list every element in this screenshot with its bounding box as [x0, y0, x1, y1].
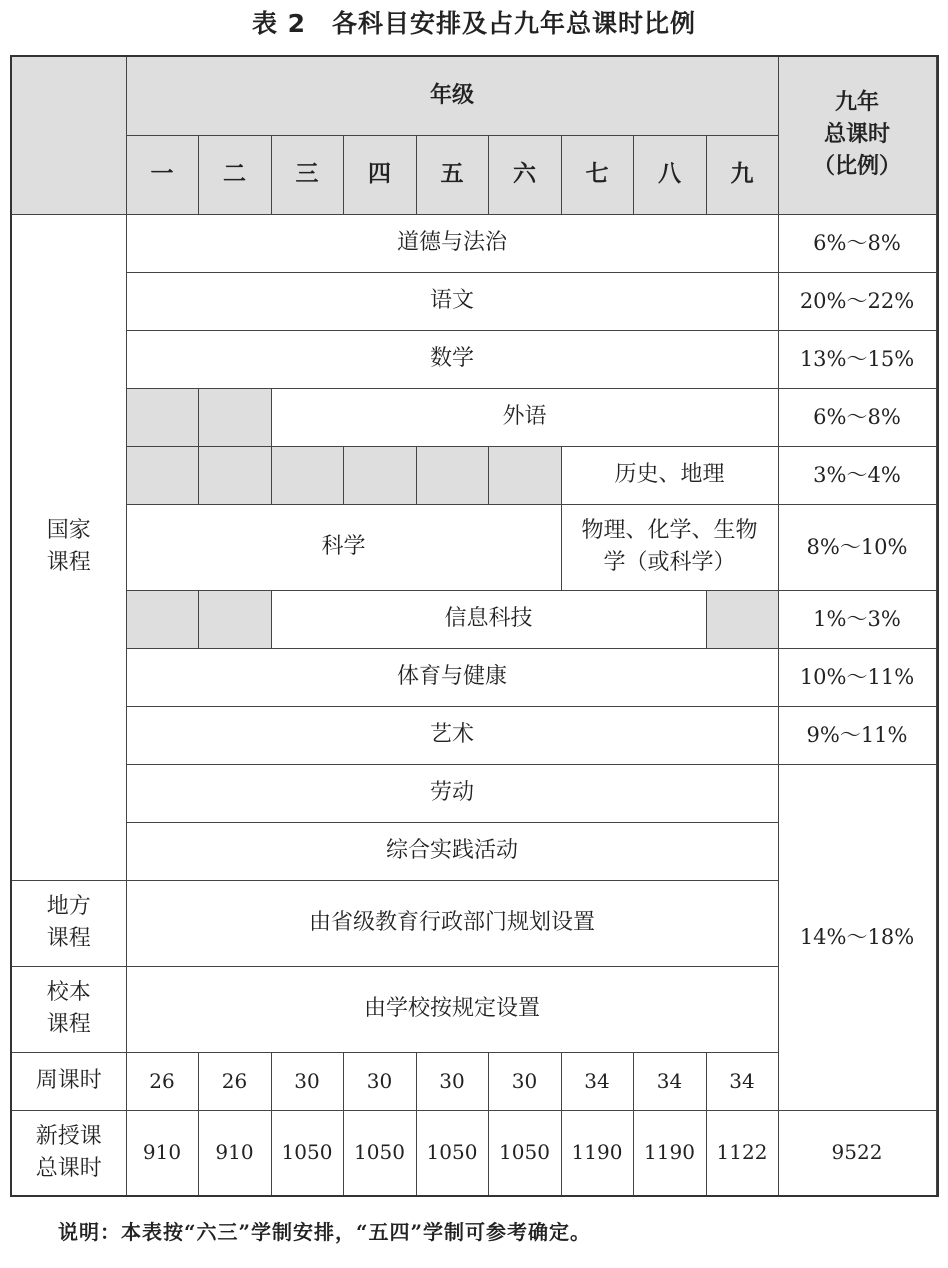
total-hours-value: 1050 — [416, 1110, 488, 1196]
group-school-line-1: 校本 — [46, 980, 91, 1006]
weekly-hours-value: 30 — [416, 1052, 488, 1110]
total-hours-header — [778, 56, 936, 214]
grade-7: 七 — [561, 135, 633, 214]
shaded-cell — [706, 590, 778, 648]
total-hours-value: 1190 — [561, 1110, 633, 1196]
local-description: 由省级教育行政部门规划设置 — [126, 880, 778, 966]
shaded-cell — [126, 590, 198, 648]
shaded-cell — [416, 446, 488, 504]
subject-practice: 综合实践活动 — [126, 822, 778, 880]
total-hours-label-line-2: 总课时 — [35, 1155, 102, 1181]
weekly-hours-label: 周课时 — [11, 1052, 126, 1110]
ratio-history-geography: 3%～4% — [778, 446, 936, 504]
weekly-hours-empty — [936, 1052, 938, 1110]
corner-cell — [11, 56, 126, 214]
grade-1: 一 — [126, 135, 198, 214]
weekly-hours-value: 34 — [633, 1052, 706, 1110]
total-hours-value: 1122 — [706, 1110, 778, 1196]
total-hours-value: 1190 — [633, 1110, 706, 1196]
grade-6: 六 — [488, 135, 561, 214]
grade-3: 三 — [271, 135, 343, 214]
subject-foreign-language: 外语 — [271, 388, 778, 446]
shaded-cell — [343, 446, 416, 504]
physics-chem-bio-line-1: 物理、化学、生物 — [581, 518, 758, 544]
shaded-cell — [126, 446, 198, 504]
shaded-cell — [488, 446, 561, 504]
shaded-cell — [198, 388, 271, 446]
ratio-chinese: 20%～22% — [778, 272, 936, 330]
table-title: 表 2 各科目安排及占九年总课时比例 — [251, 9, 697, 38]
subject-science: 科学 — [126, 504, 561, 590]
subject-physics-chem-bio — [561, 504, 778, 590]
weekly-hours-value: 30 — [343, 1052, 416, 1110]
curriculum-table — [10, 55, 939, 1197]
subject-chinese: 语文 — [126, 272, 778, 330]
grade-4: 四 — [343, 135, 416, 214]
group-local-line-2: 课程 — [46, 926, 91, 951]
weekly-hours-value: 34 — [706, 1052, 778, 1110]
total-hours-value: 910 — [198, 1110, 271, 1196]
weekly-hours-value: 34 — [561, 1052, 633, 1110]
group-national-line-2: 课程 — [46, 550, 91, 575]
grade-9: 九 — [706, 135, 778, 214]
shaded-cell — [126, 388, 198, 446]
subject-math: 数学 — [126, 330, 778, 388]
total-hours-label — [11, 1110, 126, 1196]
ratio-math: 13%～15% — [778, 330, 936, 388]
shaded-cell — [271, 446, 343, 504]
total-hours-value: 910 — [126, 1110, 198, 1196]
grade-5: 五 — [416, 135, 488, 214]
ratio-pe-health: 10%～11% — [778, 648, 936, 706]
weekly-hours-value: 26 — [126, 1052, 198, 1110]
ratio-foreign-language: 6%～8% — [778, 388, 936, 446]
ratio-art: 9%～11% — [778, 706, 936, 764]
ratio-morality: 6%～8% — [778, 214, 936, 272]
total-header-line-2: 总课时 — [823, 122, 890, 148]
group-local — [11, 880, 126, 966]
grade-2: 二 — [198, 135, 271, 214]
school-description: 由学校按规定设置 — [126, 966, 778, 1052]
group-national-line-1: 国家 — [46, 518, 91, 544]
shaded-cell — [198, 446, 271, 504]
ratio-other: 14%～18% — [778, 764, 936, 1110]
group-school-line-2: 课程 — [46, 1012, 91, 1037]
weekly-hours-value: 30 — [488, 1052, 561, 1110]
shaded-cell — [198, 590, 271, 648]
weekly-hours-value: 26 — [198, 1052, 271, 1110]
ratio-science: 8%～10% — [778, 504, 936, 590]
subject-art: 艺术 — [126, 706, 778, 764]
subject-morality: 道德与法治 — [126, 214, 778, 272]
group-local-line-1: 地方 — [46, 894, 91, 920]
total-header-line-1: 九年 — [834, 90, 879, 116]
table-note: 说明：本表按“六三”学制安排，“五四”学制可参考确定。 — [58, 1220, 592, 1244]
subject-labor: 劳动 — [126, 764, 778, 822]
total-hours-value: 1050 — [271, 1110, 343, 1196]
total-hours-sum: 9522 — [778, 1110, 936, 1196]
ratio-info-tech: 1%～3% — [778, 590, 936, 648]
subject-pe-health: 体育与健康 — [126, 648, 778, 706]
total-header-line-3: （比例） — [812, 154, 901, 180]
total-hours-value: 1050 — [343, 1110, 416, 1196]
physics-chem-bio-line-2: 学（或科学） — [603, 550, 736, 575]
group-national — [11, 214, 126, 880]
total-hours-label-line-1: 新授课 — [35, 1123, 102, 1149]
grade-header: 年级 — [126, 56, 778, 135]
grade-8: 八 — [633, 135, 706, 214]
subject-info-tech: 信息科技 — [271, 590, 706, 648]
weekly-hours-value: 30 — [271, 1052, 343, 1110]
group-school — [11, 966, 126, 1052]
total-hours-value: 1050 — [488, 1110, 561, 1196]
subject-history-geography: 历史、地理 — [561, 446, 778, 504]
